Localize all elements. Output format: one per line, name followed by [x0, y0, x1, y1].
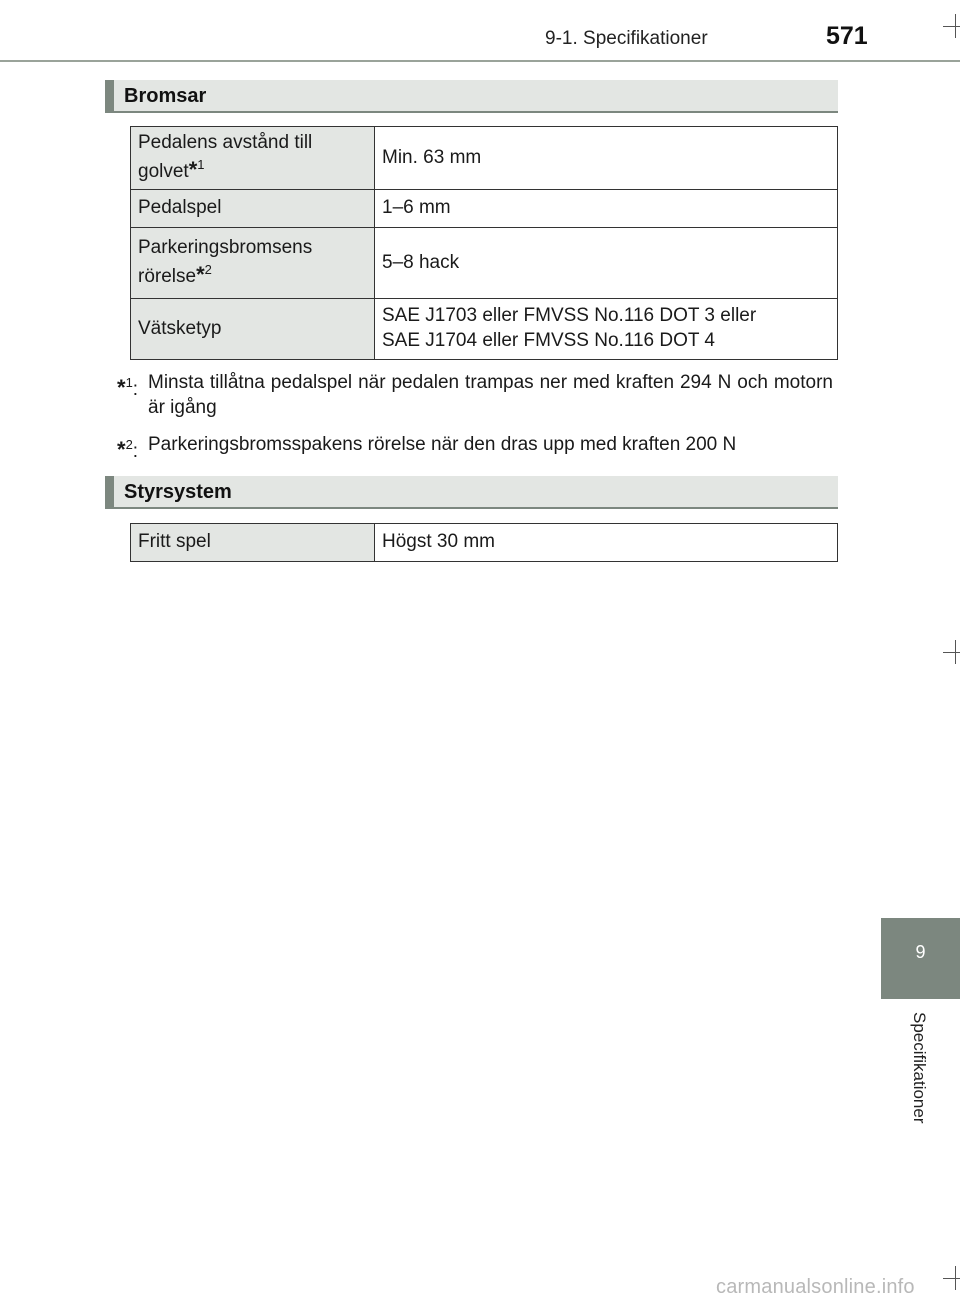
- footnote-asterisk: *: [188, 157, 198, 182]
- table-row: [131, 299, 838, 360]
- spec-value: 5–8 hack: [375, 228, 838, 299]
- spec-value-line: SAE J1703 eller FMVSS No.116 DOT 3 eller: [382, 305, 757, 327]
- footnote-ref: 2: [204, 262, 212, 277]
- footnote-marker: *$^2$:: [117, 437, 139, 462]
- crop-mark: [943, 26, 960, 27]
- spec-label: Pedalspel: [131, 190, 375, 228]
- footnote-text: Parkeringsbromsspakens rörelse när den dras upp med kraften 200 N: [148, 434, 737, 455]
- section-header-steering: [105, 476, 838, 509]
- spec-value: [375, 299, 838, 360]
- crop-mark: [943, 652, 960, 653]
- table-row: [131, 127, 838, 190]
- spec-label: [131, 228, 375, 299]
- spec-label: [131, 127, 375, 190]
- brakes-table: [130, 126, 838, 360]
- running-header-section: 9-1. Specifikationer: [545, 28, 708, 49]
- crop-mark: [955, 1266, 956, 1290]
- spec-value: Högst 30 mm: [375, 524, 838, 562]
- table-row: [131, 228, 838, 299]
- footnote-text: Minsta tillåtna pedalspel när pedalen trampas ner med kraften 294 N och motorn är igång: [148, 372, 833, 418]
- spec-value: Min. 63 mm: [375, 127, 838, 190]
- chapter-tab-number: 9: [915, 942, 926, 962]
- watermark: carmanualsonline.info: [716, 1276, 915, 1298]
- crop-mark: [955, 14, 956, 38]
- footnote: [117, 370, 833, 420]
- header-rule: [0, 60, 960, 62]
- footnote-asterisk: *: [196, 262, 205, 287]
- section-header-bar: [105, 476, 114, 507]
- spec-value: 1–6 mm: [375, 190, 838, 228]
- table-row: [131, 190, 838, 228]
- spec-label: Vätsketyp: [131, 299, 375, 360]
- crop-mark: [943, 1278, 960, 1279]
- footnote-ref: 1: [197, 157, 205, 172]
- crop-mark: [955, 640, 956, 664]
- page-number: 571: [826, 22, 868, 50]
- chapter-tab-label: Specifikationer: [910, 1012, 929, 1124]
- spec-label-line: Parkeringsbromsens: [138, 237, 313, 259]
- table-row: [131, 524, 838, 562]
- section-header-bar: [105, 80, 114, 111]
- section-header-brakes: [105, 80, 838, 113]
- spec-label: Fritt spel: [131, 524, 375, 562]
- footnote-marker: *$^1$:: [117, 375, 139, 400]
- spec-label-line: Pedalens avstånd till: [138, 132, 313, 154]
- footnote: [117, 432, 833, 462]
- steering-table: [130, 523, 838, 562]
- section-title: Bromsar: [124, 85, 207, 107]
- spec-label-line: rörelse: [138, 266, 197, 287]
- spec-label-line: golvet: [138, 161, 189, 182]
- spec-value-line: SAE J1704 eller FMVSS No.116 DOT 4: [382, 330, 716, 351]
- section-title: Styrsystem: [124, 481, 232, 503]
